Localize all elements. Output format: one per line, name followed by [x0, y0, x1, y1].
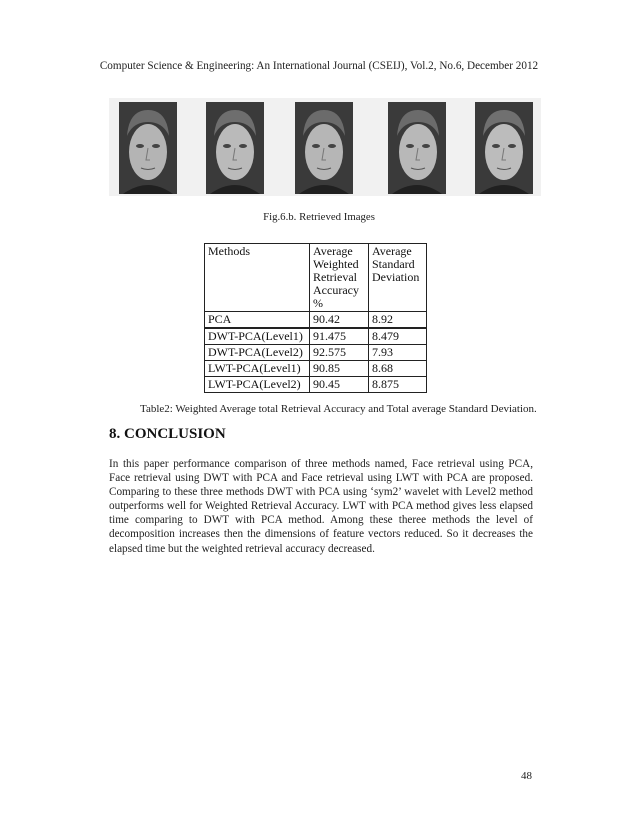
header-accuracy [310, 244, 369, 312]
face-image-2 [206, 102, 264, 194]
table-header-row [205, 244, 427, 312]
header-accuracy-line: Weighted [313, 257, 359, 271]
header-sd-line: Deviation [372, 270, 420, 284]
accuracy-cell: 91.475 [310, 328, 369, 345]
header-accuracy-line: % [313, 296, 323, 310]
table-row [205, 361, 427, 377]
table-row [205, 377, 427, 393]
accuracy-cell: 90.42 [310, 312, 369, 329]
page-number: 48 [521, 770, 532, 782]
table-row [205, 345, 427, 361]
figure-caption: Fig.6.b. Retrieved Images [263, 211, 375, 223]
accuracy-cell: 92.575 [310, 345, 369, 361]
table-row [205, 328, 427, 345]
sd-cell: 8.92 [369, 312, 427, 329]
face-image-1 [119, 102, 177, 194]
header-accuracy-line: Average [313, 244, 353, 258]
header-accuracy-line: Retrieval [313, 270, 357, 284]
method-cell: DWT-PCA(Level2) [205, 345, 310, 361]
retrieved-images-strip [109, 98, 541, 196]
section-heading: 8. CONCLUSION [109, 426, 226, 442]
header-methods: Methods [205, 244, 310, 312]
header-sd-line: Standard [372, 257, 415, 271]
header-std-dev [369, 244, 427, 312]
results-table [204, 243, 427, 393]
method-cell: PCA [205, 312, 310, 329]
face-image-5 [475, 102, 533, 194]
sd-cell: 8.875 [369, 377, 427, 393]
sd-cell: 8.68 [369, 361, 427, 377]
face-image-4 [388, 102, 446, 194]
method-cell: LWT-PCA(Level2) [205, 377, 310, 393]
header-sd-line: Average [372, 244, 412, 258]
accuracy-cell: 90.45 [310, 377, 369, 393]
face-image-3 [295, 102, 353, 194]
table-caption: Table2: Weighted Average total Retrieval Accuracy and Total average Standard Deviation. [140, 403, 537, 415]
sd-cell: 8.479 [369, 328, 427, 345]
accuracy-cell: 90.85 [310, 361, 369, 377]
header-accuracy-line: Accuracy [313, 283, 359, 297]
conclusion-paragraph: In this paper performance comparison of three methods named, Face retrieval using PCA, Face retrieval using DWT with PCA and Face retrieval using LWT with PCA are proposed. Comparing to these three methods DWT with PCA using ‘sym2’ wavelet with Level2 method outperforms well for Weighted Retrieval Accuracy. LWT with PCA method gives less elapsed time comparing to DWT with PCA method. Among these theree methods the level of decomposition increases then the dimensions of feature vectors reduced. So it decreases the elapsed time but the weighted retrieval accuracy decreased. [109, 458, 533, 555]
sd-cell: 7.93 [369, 345, 427, 361]
journal-header: Computer Science & Engineering: An International Journal (CSEIJ), Vol.2, No.6, December 2012 [99, 60, 539, 72]
method-cell: DWT-PCA(Level1) [205, 328, 310, 345]
method-cell: LWT-PCA(Level1) [205, 361, 310, 377]
table-row [205, 312, 427, 329]
